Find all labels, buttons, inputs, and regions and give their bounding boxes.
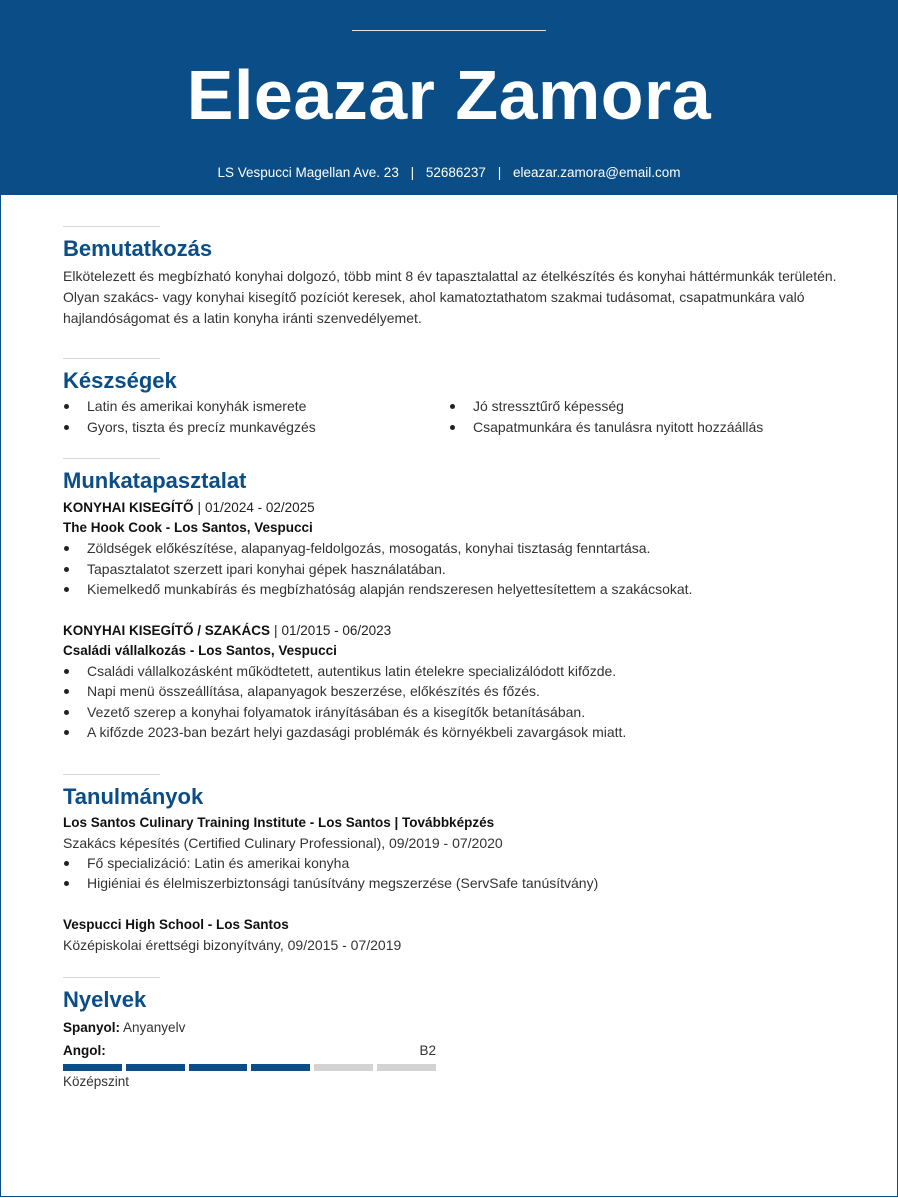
- education-entry: [63, 915, 843, 955]
- education-degree: Középiskolai érettségi bizonyítvány, 09/2015 - 07/2019: [63, 936, 402, 953]
- skills-column-right: [449, 396, 835, 437]
- section-title-languages: Nyelvek: [63, 986, 147, 1012]
- language-level-bar: [63, 1064, 436, 1071]
- education-bullet: Fő specializáció: Latin és amerikai konyha: [63, 853, 843, 874]
- candidate-name: Eleazar Zamora: [186, 56, 712, 134]
- job-bullet: Napi menü összeállítása, alapanyagok beszerzése, előkészítés és főzés.: [63, 681, 843, 702]
- contact-separator: |: [410, 165, 415, 180]
- experience-section: [63, 458, 843, 743]
- job-bullet: Zöldségek előkészítése, alapanyag-feldolgozás, mosogatás, konyhai tisztaság fenntartása.: [63, 538, 843, 559]
- job-bullet: Tapasztalatot szerzett ipari konyhai gépek használatában.: [63, 559, 843, 580]
- language-name: Spanyol:: [63, 1019, 121, 1035]
- language-native: [63, 1018, 843, 1038]
- job-bullet: Vezető szerep a konyhai folyamatok irányításában és a kisegítők betanításában.: [63, 702, 843, 723]
- job-bullets: [63, 661, 843, 743]
- language-description: Középszint: [63, 1073, 130, 1089]
- language-level-segment: [63, 1064, 122, 1071]
- contact-phone: 52686237: [425, 165, 486, 180]
- job-header: [63, 497, 843, 518]
- education-bullets: [63, 853, 843, 894]
- language-level-segment: [251, 1064, 310, 1071]
- job-dates: 01/2024 - 02/2025: [205, 500, 315, 515]
- education-bullet: Higiéniai és élelmiszerbiztonsági tanúsítvány megszerzése (ServSafe tanúsítvány): [63, 873, 843, 894]
- summary-text: Elkötelezett és megbízható konyhai dolgozó, több mint 8 év tapasztalattal az ételkészítés és konyhai háttérmunkák területén. Olyan szakács- vagy konyhai kisegítő pozíciót keresek, ahol kamatoztathatom szakmai tudásomat, csapatmunkára való hajlandóságomat és a latin konyha iránti szenvedélyemet.: [63, 268, 837, 326]
- language-level: Anyanyelv: [123, 1019, 186, 1035]
- section-rule: [63, 458, 160, 459]
- header-banner: [0, 0, 898, 195]
- language-name: Angol:: [63, 1042, 106, 1058]
- language-rated: [63, 1043, 436, 1063]
- job-separator: |: [197, 500, 202, 515]
- skill-item: Csapatmunkára és tanulásra nyitott hozzáállás: [449, 417, 835, 438]
- section-title-education: Tanulmányok: [63, 783, 204, 809]
- language-level: B2: [419, 1042, 436, 1058]
- section-rule: [63, 977, 160, 978]
- summary-section: [63, 226, 843, 329]
- job-entry: [63, 497, 843, 600]
- header-divider: [352, 30, 546, 31]
- job-bullet: A kifőzde 2023-ban bezárt helyi gazdasági problémák és környékbeli zavargások miatt.: [63, 722, 843, 743]
- language-level-segment: [314, 1064, 373, 1071]
- education-section: [63, 774, 843, 955]
- education-degree: Szakács képesítés (Certified Culinary Professional), 09/2019 - 07/2020: [63, 834, 503, 851]
- skill-item: Gyors, tiszta és precíz munkavégzés: [63, 417, 449, 438]
- education-entry: [63, 813, 843, 894]
- job-separator: |: [274, 622, 278, 638]
- job-bullet: Családi vállalkozásként működtetett, autentikus latin ételekre specializálódott kifőzde.: [63, 661, 843, 682]
- section-rule: [63, 226, 160, 227]
- job-header: [63, 620, 843, 641]
- job-position: KONYHAI KISEGÍTŐ / SZAKÁCS: [63, 622, 271, 638]
- job-position: KONYHAI KISEGÍTŐ: [63, 500, 194, 515]
- job-bullets: [63, 538, 843, 600]
- job-employer: The Hook Cook - Los Santos, Vespucci: [63, 520, 313, 535]
- section-title-skills: Készségek: [63, 368, 177, 393]
- contact-line: [0, 164, 898, 182]
- section-rule: [63, 774, 160, 775]
- language-level-segment: [189, 1064, 248, 1071]
- skill-item: Jó stressztűrő képesség: [449, 396, 835, 417]
- job-employer: Családi vállalkozás - Los Santos, Vespucci: [63, 642, 337, 658]
- contact-address: LS Vespucci Magellan Ave. 23: [217, 165, 399, 180]
- section-title-summary: Bemutatkozás: [63, 236, 213, 261]
- language-level-segment: [126, 1064, 185, 1071]
- language-level-segment: [377, 1064, 436, 1071]
- job-entry: [63, 620, 843, 743]
- contact-separator: |: [497, 165, 502, 180]
- skill-item: Latin és amerikai konyhák ismerete: [63, 396, 449, 417]
- section-rule: [63, 358, 160, 359]
- education-school: Los Santos Culinary Training Institute - Los Santos | Továbbképzés: [63, 814, 495, 830]
- languages-section: [63, 977, 843, 1092]
- skills-list: [63, 396, 843, 437]
- job-dates: 01/2015 - 06/2023: [281, 622, 392, 638]
- contact-email: eleazar.zamora@email.com: [513, 165, 681, 180]
- job-bullet: Kiemelkedő munkabírás és megbízhatóság alapján rendszeresen helyettesítettem a szakácsokat.: [63, 579, 843, 600]
- section-title-experience: Munkatapasztalat: [63, 468, 247, 493]
- skills-section: [63, 358, 843, 437]
- resume-body: [63, 226, 843, 1092]
- education-school: Vespucci High School - Los Santos: [63, 916, 289, 932]
- skills-column-left: [63, 396, 449, 437]
